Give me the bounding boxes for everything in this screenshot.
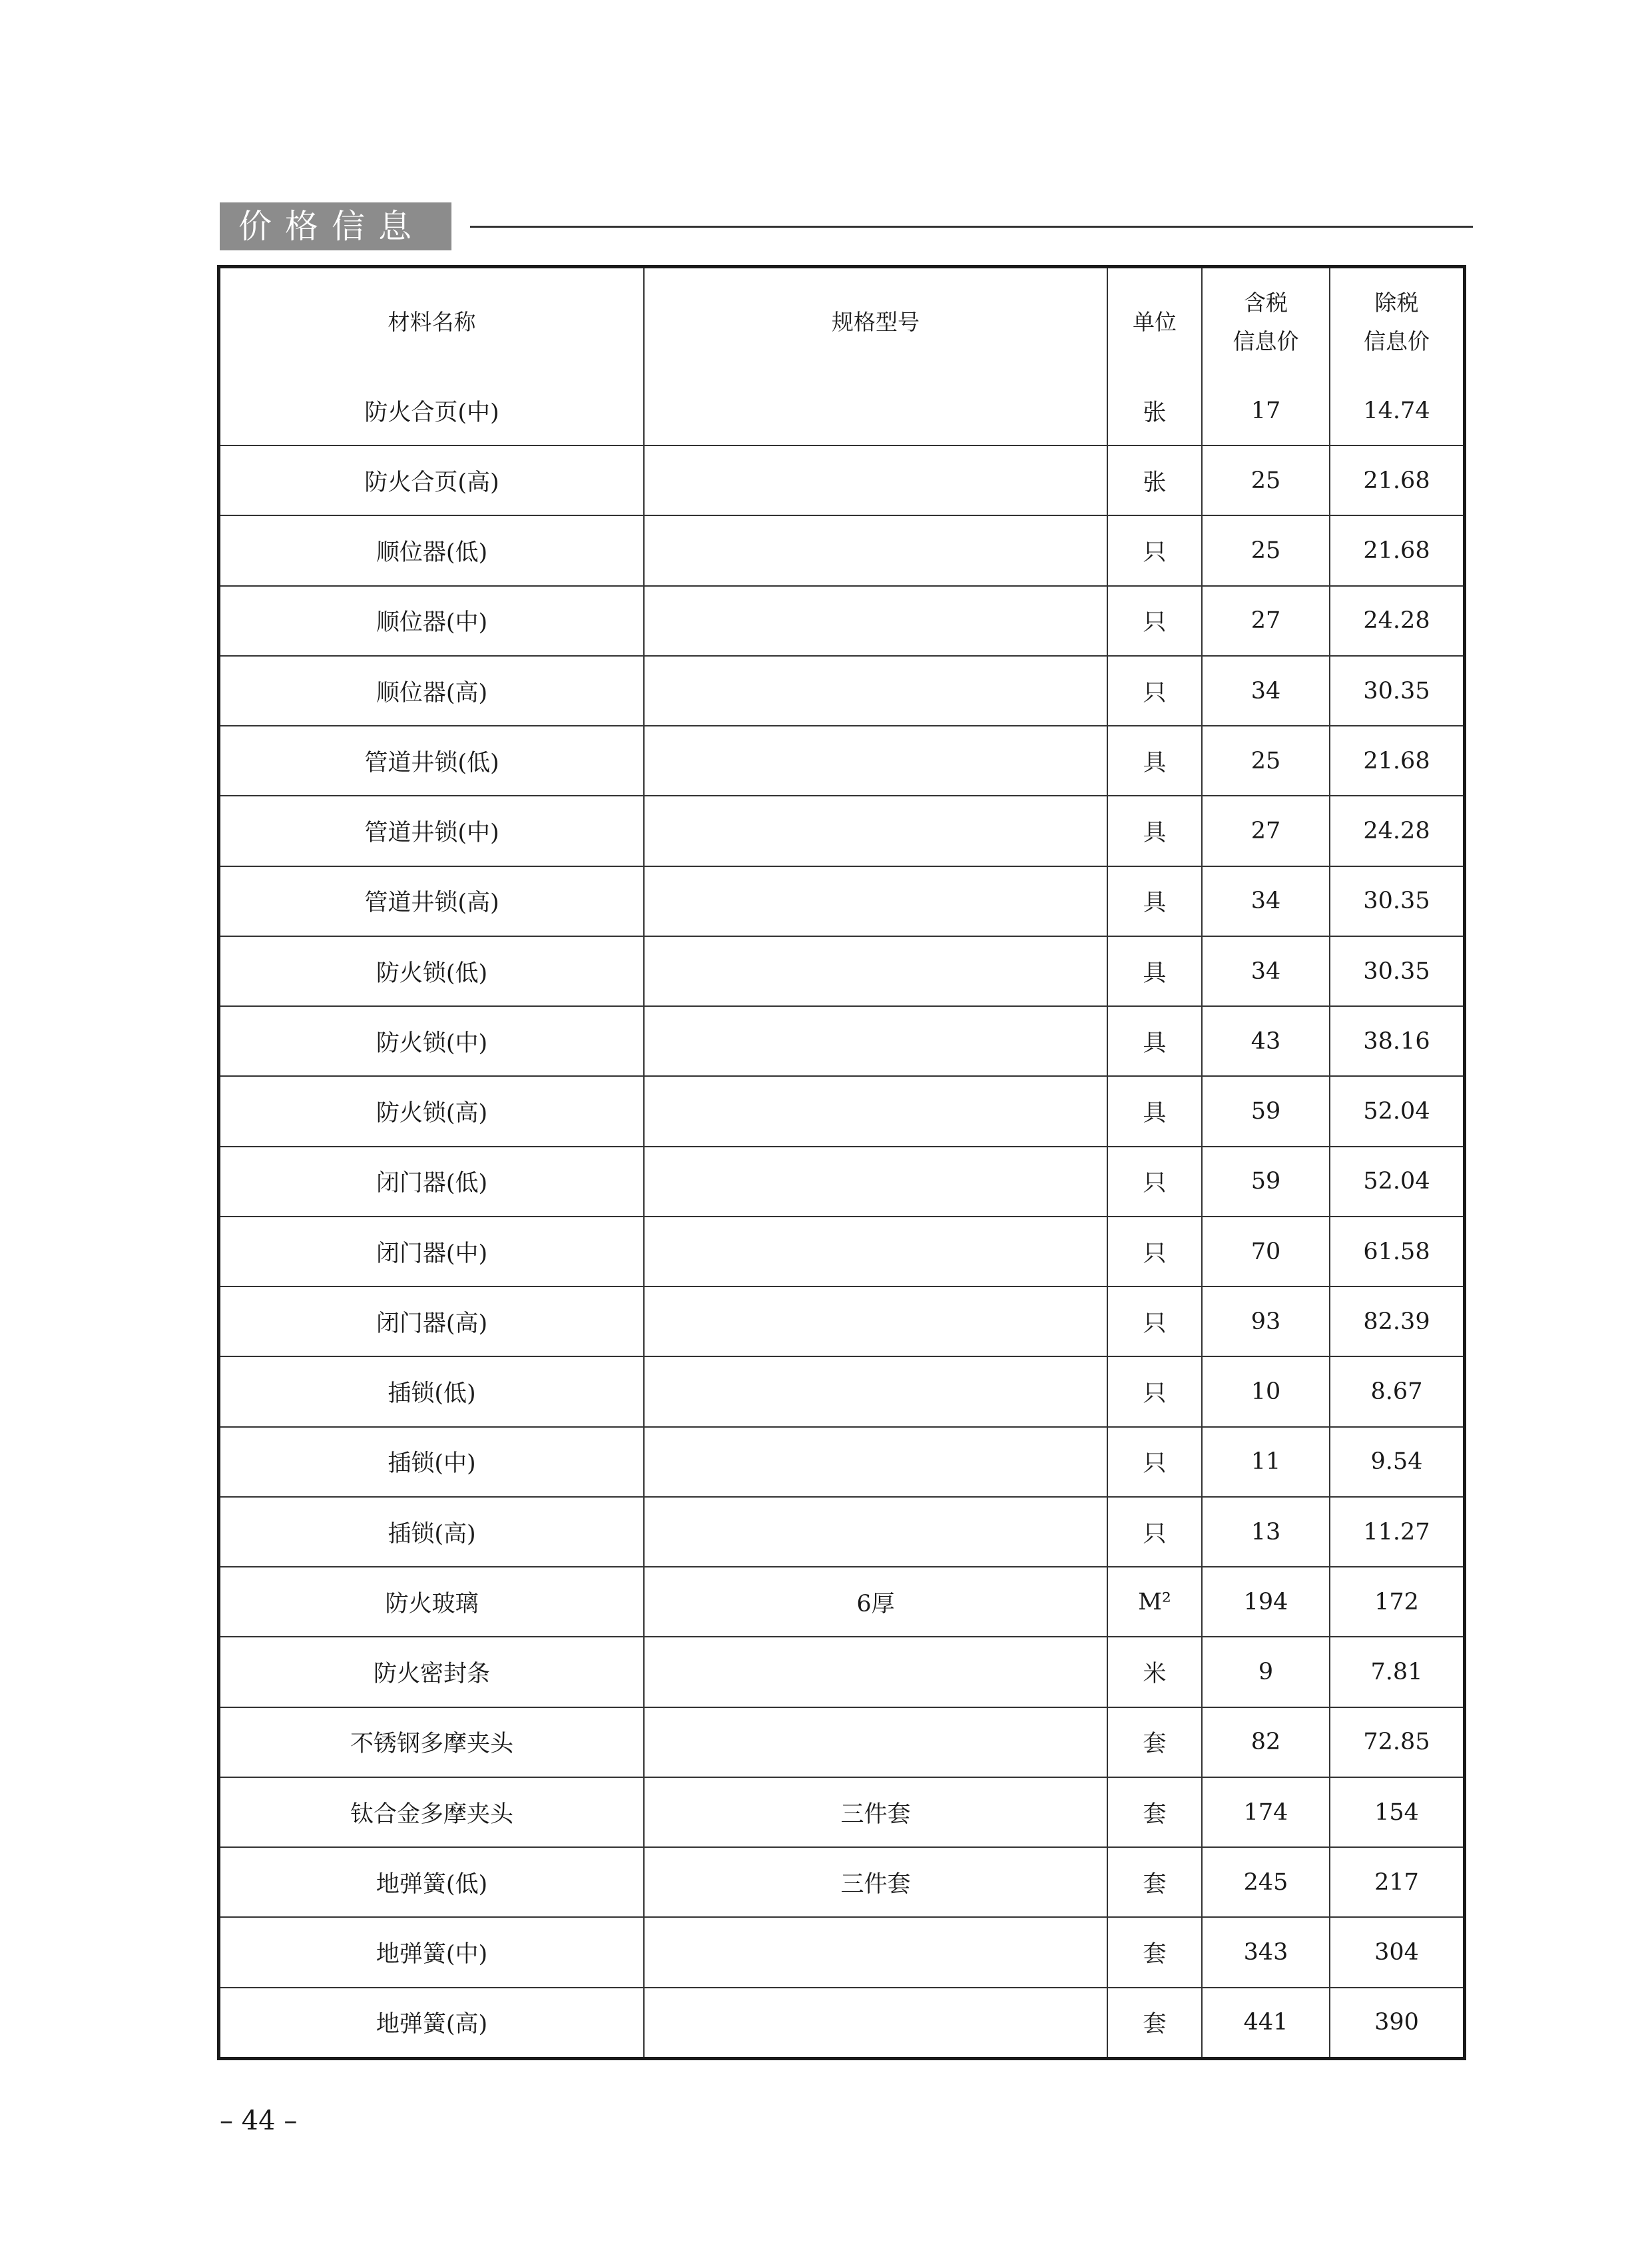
table-row	[220, 656, 1463, 726]
header-price-tax	[1202, 268, 1330, 376]
cell-price-notax: 52.04	[1330, 1076, 1463, 1146]
cell-price-notax: 172	[1330, 1567, 1463, 1637]
cell-spec	[644, 1356, 1107, 1426]
table-row	[220, 936, 1463, 1006]
cell-name: 插锁(低)	[220, 1356, 644, 1426]
table-row	[220, 1497, 1463, 1567]
cell-price-tax: 11	[1202, 1427, 1330, 1497]
cell-spec	[644, 376, 1107, 445]
cell-price-notax: 21.68	[1330, 515, 1463, 585]
table-body	[220, 376, 1463, 2057]
cell-price-notax: 14.74	[1330, 376, 1463, 445]
cell-name: 地弹簧(中)	[220, 1917, 644, 1987]
cell-price-notax: 217	[1330, 1847, 1463, 1917]
cell-price-tax: 441	[1202, 1988, 1330, 2057]
cell-unit: 具	[1107, 796, 1202, 866]
cell-price-tax: 82	[1202, 1707, 1330, 1777]
cell-unit: 只	[1107, 515, 1202, 585]
cell-spec	[644, 515, 1107, 585]
cell-spec	[644, 1988, 1107, 2057]
cell-unit: 具	[1107, 1006, 1202, 1076]
table-row	[220, 1847, 1463, 1917]
cell-price-notax: 30.35	[1330, 866, 1463, 936]
cell-price-notax: 82.39	[1330, 1286, 1463, 1356]
cell-price-tax: 13	[1202, 1497, 1330, 1567]
cell-name: 闭门器(高)	[220, 1286, 644, 1356]
section-title: 价格信息	[220, 202, 451, 250]
cell-name: 顺位器(低)	[220, 515, 644, 585]
cell-name: 地弹簧(高)	[220, 1988, 644, 2057]
cell-name: 防火合页(中)	[220, 376, 644, 445]
table-row	[220, 1637, 1463, 1707]
cell-price-tax: 59	[1202, 1147, 1330, 1217]
cell-unit: 只	[1107, 1427, 1202, 1497]
price-table-frame	[217, 265, 1466, 2060]
cell-price-tax: 25	[1202, 726, 1330, 796]
cell-name: 防火合页(高)	[220, 445, 644, 515]
cell-price-tax: 343	[1202, 1917, 1330, 1987]
cell-name: 防火锁(低)	[220, 936, 644, 1006]
cell-spec	[644, 1427, 1107, 1497]
cell-spec	[644, 1707, 1107, 1777]
table-row	[220, 445, 1463, 515]
cell-spec	[644, 1637, 1107, 1707]
cell-unit: 具	[1107, 936, 1202, 1006]
table-row	[220, 1777, 1463, 1847]
header-unit: 单位	[1107, 268, 1202, 376]
cell-price-tax: 34	[1202, 936, 1330, 1006]
cell-name: 管道井锁(中)	[220, 796, 644, 866]
cell-spec: 三件套	[644, 1777, 1107, 1847]
cell-name: 防火密封条	[220, 1637, 644, 1707]
cell-name: 闭门器(中)	[220, 1217, 644, 1286]
cell-price-notax: 24.28	[1330, 796, 1463, 866]
table-row	[220, 1356, 1463, 1426]
cell-price-tax: 43	[1202, 1006, 1330, 1076]
cell-spec	[644, 866, 1107, 936]
table-row	[220, 376, 1463, 445]
cell-unit: 只	[1107, 1497, 1202, 1567]
cell-name: 防火锁(中)	[220, 1006, 644, 1076]
cell-price-tax: 245	[1202, 1847, 1330, 1917]
cell-price-notax: 304	[1330, 1917, 1463, 1987]
cell-price-tax: 174	[1202, 1777, 1330, 1847]
cell-spec	[644, 796, 1107, 866]
cell-name: 闭门器(低)	[220, 1147, 644, 1217]
cell-unit: 只	[1107, 1217, 1202, 1286]
cell-unit: 具	[1107, 866, 1202, 936]
table-row	[220, 1076, 1463, 1146]
cell-unit: 套	[1107, 1777, 1202, 1847]
header-name: 材料名称	[220, 268, 644, 376]
header-spec: 规格型号	[644, 268, 1107, 376]
cell-name: 管道井锁(高)	[220, 866, 644, 936]
cell-unit: 米	[1107, 1637, 1202, 1707]
cell-name: 管道井锁(低)	[220, 726, 644, 796]
cell-price-notax: 21.68	[1330, 445, 1463, 515]
cell-price-tax: 25	[1202, 445, 1330, 515]
cell-price-tax: 34	[1202, 866, 1330, 936]
cell-unit: 只	[1107, 1356, 1202, 1426]
cell-unit: 只	[1107, 656, 1202, 726]
cell-price-tax: 17	[1202, 376, 1330, 445]
cell-name: 顺位器(中)	[220, 586, 644, 656]
table-row	[220, 1707, 1463, 1777]
cell-spec	[644, 656, 1107, 726]
table-row	[220, 1988, 1463, 2057]
cell-name: 插锁(中)	[220, 1427, 644, 1497]
header-rule	[470, 226, 1473, 228]
cell-price-notax: 30.35	[1330, 656, 1463, 726]
cell-price-tax: 93	[1202, 1286, 1330, 1356]
header-price-tax-line2: 信息价	[1233, 328, 1299, 354]
cell-spec	[644, 1286, 1107, 1356]
cell-price-tax: 9	[1202, 1637, 1330, 1707]
cell-price-tax: 27	[1202, 586, 1330, 656]
table-row	[220, 515, 1463, 585]
cell-unit: 套	[1107, 1917, 1202, 1987]
table-row	[220, 1567, 1463, 1637]
cell-name: 顺位器(高)	[220, 656, 644, 726]
cell-price-notax: 24.28	[1330, 586, 1463, 656]
cell-spec	[644, 1217, 1107, 1286]
cell-price-tax: 194	[1202, 1567, 1330, 1637]
header-price-notax-line1: 除税	[1374, 290, 1419, 316]
cell-price-notax: 8.67	[1330, 1356, 1463, 1426]
table-row	[220, 1147, 1463, 1217]
cell-price-notax: 52.04	[1330, 1147, 1463, 1217]
table-row	[220, 1217, 1463, 1286]
cell-spec	[644, 1076, 1107, 1146]
cell-unit: M²	[1107, 1567, 1202, 1637]
cell-spec: 6厚	[644, 1567, 1107, 1637]
cell-price-notax: 21.68	[1330, 726, 1463, 796]
cell-unit: 张	[1107, 445, 1202, 515]
cell-price-notax: 7.81	[1330, 1637, 1463, 1707]
header-price-notax-line2: 信息价	[1364, 328, 1430, 354]
cell-price-notax: 38.16	[1330, 1006, 1463, 1076]
cell-spec: 三件套	[644, 1847, 1107, 1917]
cell-spec	[644, 1006, 1107, 1076]
cell-price-tax: 34	[1202, 656, 1330, 726]
cell-price-notax: 30.35	[1330, 936, 1463, 1006]
cell-name: 不锈钢多摩夹头	[220, 1707, 644, 1777]
cell-spec	[644, 586, 1107, 656]
cell-unit: 具	[1107, 726, 1202, 796]
cell-spec	[644, 445, 1107, 515]
header-price-notax	[1330, 268, 1463, 376]
cell-price-notax: 154	[1330, 1777, 1463, 1847]
cell-name: 地弹簧(低)	[220, 1847, 644, 1917]
cell-unit: 张	[1107, 376, 1202, 445]
cell-unit: 套	[1107, 1988, 1202, 2057]
cell-unit: 只	[1107, 1147, 1202, 1217]
cell-price-tax: 25	[1202, 515, 1330, 585]
price-table	[220, 268, 1463, 2057]
cell-spec	[644, 1497, 1107, 1567]
table-header-row	[220, 268, 1463, 376]
cell-spec	[644, 726, 1107, 796]
cell-name: 防火锁(高)	[220, 1076, 644, 1146]
cell-unit: 只	[1107, 586, 1202, 656]
page-number: – 44 –	[220, 2106, 298, 2136]
cell-unit: 套	[1107, 1707, 1202, 1777]
cell-name: 插锁(高)	[220, 1497, 644, 1567]
header-price-tax-line1: 含税	[1244, 290, 1288, 316]
table-row	[220, 866, 1463, 936]
cell-price-notax: 11.27	[1330, 1497, 1463, 1567]
table-row	[220, 1286, 1463, 1356]
cell-price-notax: 61.58	[1330, 1217, 1463, 1286]
cell-price-tax: 27	[1202, 796, 1330, 866]
table-row	[220, 1427, 1463, 1497]
cell-unit: 只	[1107, 1286, 1202, 1356]
cell-price-notax: 72.85	[1330, 1707, 1463, 1777]
table-row	[220, 586, 1463, 656]
table-row	[220, 1006, 1463, 1076]
cell-name: 防火玻璃	[220, 1567, 644, 1637]
cell-spec	[644, 1917, 1107, 1987]
cell-price-tax: 70	[1202, 1217, 1330, 1286]
cell-spec	[644, 936, 1107, 1006]
cell-price-notax: 390	[1330, 1988, 1463, 2057]
table-row	[220, 726, 1463, 796]
cell-unit: 具	[1107, 1076, 1202, 1146]
table-row	[220, 1917, 1463, 1987]
cell-price-tax: 59	[1202, 1076, 1330, 1146]
cell-price-tax: 10	[1202, 1356, 1330, 1426]
cell-unit: 套	[1107, 1847, 1202, 1917]
table-row	[220, 796, 1463, 866]
cell-spec	[644, 1147, 1107, 1217]
cell-name: 钛合金多摩夹头	[220, 1777, 644, 1847]
cell-price-notax: 9.54	[1330, 1427, 1463, 1497]
